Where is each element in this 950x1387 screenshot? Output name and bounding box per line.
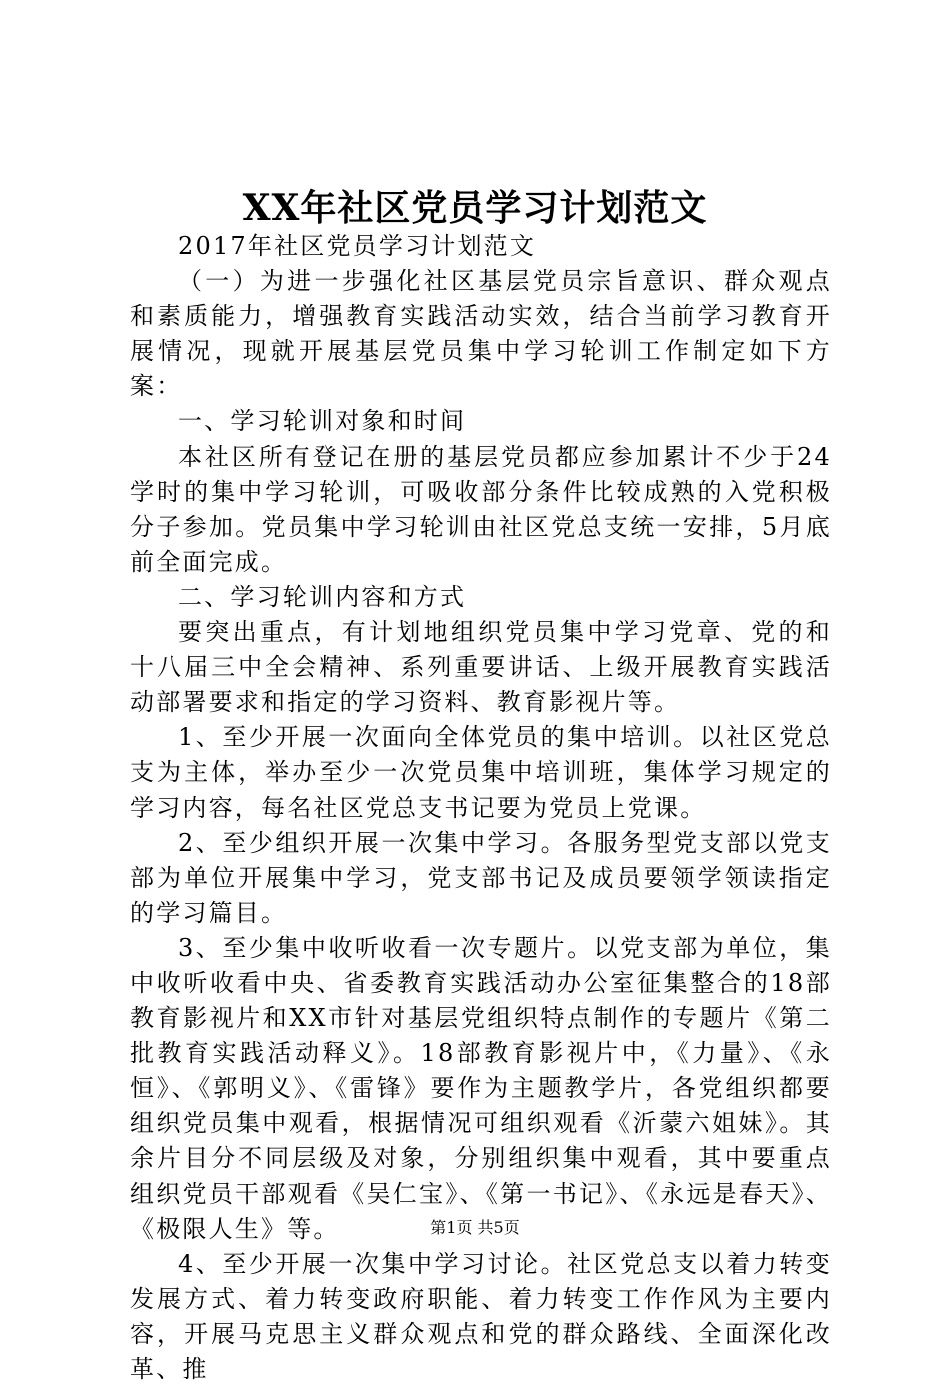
paragraph: 3、至少集中收听收看一次专题片。以党支部为单位，集中收听收看中央、省委教育实践活动办公室征集整合的18部教育影视片和XX市针对基层党组织特点制作的专题片《第二批教育实践活动释义》。18部教育影视片中，《力量》、《永恒》、《郭明义》、《雷锋》要作为主题教学片，各党组织都要组织党员集中观看，根据情况可组织观看《沂蒙六姐妹》。其余片目分不同层级及对象，分别组织集中观看，其中要重点组织党员干部观看《吴仁宝》、《第一书记》、《永远是春天》、《极限人生》等。 [130, 933, 832, 1243]
document-title: XX年社区党员学习计划范文 [242, 187, 708, 229]
document-body [130, 229, 832, 1387]
paragraph: 本社区所有登记在册的基层党员都应参加累计不少于24学时的集中学习轮训，可吸收部分条件比较成熟的入党积极分子参加。党员集中学习轮训由社区党总支统一安排，5月底前全面完成。 [130, 442, 832, 576]
section-heading: 一、学习轮训对象和时间 [178, 407, 467, 436]
paragraph: 要突出重点，有计划地组织党员集中学习党章、党的和十八届三中全会精神、系列重要讲话、上级开展教育实践活动部署要求和指定的学习资料、教育影视片等。 [130, 618, 832, 717]
paragraph: 1、至少开展一次面向全体党员的集中培训。以社区党总支为主体，举办至少一次党员集中培训班，集体学习规定的学习内容，每名社区党总支书记要为党员上党课。 [130, 723, 832, 822]
paragraph: （一）为进一步强化社区基层党员宗旨意识、群众观点和素质能力，增强教育实践活动实效，结合当前学习教育开展情况，现就开展基层党员集中学习轮训工作制定如下方案： [130, 267, 832, 401]
section-heading: 二、学习轮训内容和方式 [178, 582, 467, 611]
paragraph: 2、至少组织开展一次集中学习。各服务型党支部以党支部为单位开展集中学习，党支部书记及成员要领学领读指定的学习篇目。 [130, 828, 832, 927]
page-footer: 第1页 共5页 [430, 1218, 520, 1237]
paragraph: 2017年社区党员学习计划范文 [178, 232, 537, 260]
paragraph: 4、至少开展一次集中学习讨论。社区党总支以着力转变发展方式、着力转变政府职能、着力转变工作作风为主要内容，开展马克思主义群众观点和党的群众路线、全面深化改革、推 [130, 1249, 832, 1383]
